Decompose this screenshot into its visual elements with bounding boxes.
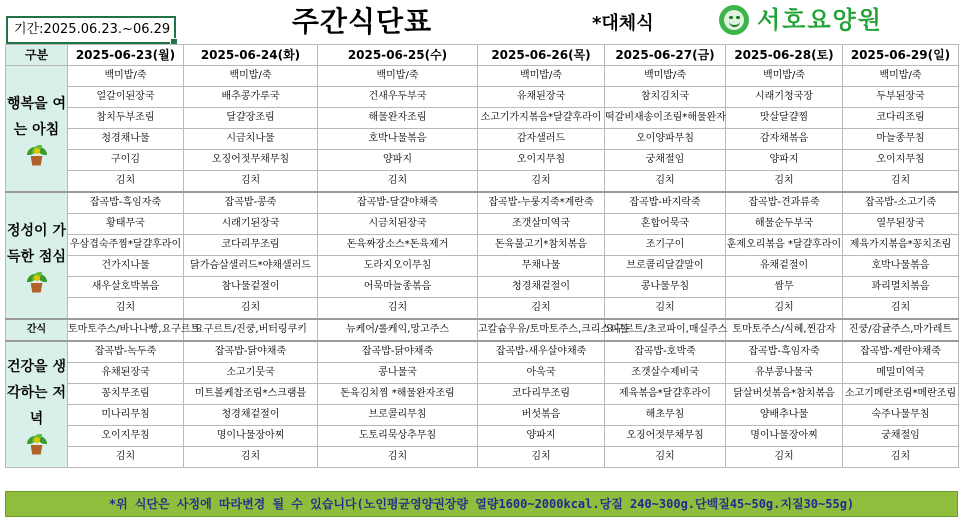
menu-cell[interactable]: 청경채겉절이	[184, 405, 318, 426]
menu-cell[interactable]: 김치	[68, 298, 184, 320]
menu-cell[interactable]: 시금치된장국	[318, 214, 478, 235]
menu-cell[interactable]: 궁채절임	[605, 150, 726, 171]
menu-cell[interactable]: 유채된장국	[478, 87, 605, 108]
menu-cell[interactable]: 메밀미역국	[843, 363, 959, 384]
menu-cell[interactable]: 백미밥/죽	[318, 66, 478, 87]
menu-cell[interactable]: 김치	[68, 171, 184, 193]
menu-cell[interactable]: 콩나물무침	[605, 277, 726, 298]
menu-cell[interactable]: 김치	[605, 447, 726, 468]
menu-cell[interactable]: 궁채절임	[843, 426, 959, 447]
menu-cell[interactable]: 코다리무조림	[478, 384, 605, 405]
menu-cell[interactable]: 김치	[68, 447, 184, 468]
top-bar	[0, 0, 961, 44]
menu-cell[interactable]: 꽁치무조림	[68, 384, 184, 405]
menu-cell[interactable]: 백미밥/죽	[68, 66, 184, 87]
menu-cell[interactable]: 양배추나물	[726, 405, 843, 426]
substitute-meal-note: *대체식	[592, 13, 654, 34]
dinner-row	[6, 384, 959, 405]
menu-cell[interactable]: 유부콩나물국	[726, 363, 843, 384]
menu-cell[interactable]: 버섯볶음	[478, 405, 605, 426]
menu-cell[interactable]: 잡곡밥-녹두죽	[68, 341, 184, 363]
menu-cell[interactable]: 돈육불고기*참치볶음	[478, 235, 605, 256]
menu-cell[interactable]: 쌈무	[726, 277, 843, 298]
menu-cell[interactable]: 코다리무조림	[184, 235, 318, 256]
menu-cell[interactable]: 달걀장조림	[184, 108, 318, 129]
menu-cell[interactable]: 양파지	[726, 150, 843, 171]
menu-cell[interactable]: 훈제오리볶음 *달걀후라이	[726, 235, 843, 256]
menu-cell[interactable]: 김치	[843, 298, 959, 320]
menu-cell[interactable]: 시래기청국장	[726, 87, 843, 108]
menu-cell[interactable]: 오징어젓무채무침	[184, 150, 318, 171]
menu-cell[interactable]: 잡곡밥-흑임자죽	[68, 192, 184, 214]
header-row	[6, 45, 959, 66]
snack-label[interactable]: 간식	[6, 319, 68, 341]
menu-cell[interactable]: 소고기뭇국	[184, 363, 318, 384]
menu-cell[interactable]: 해물순두부국	[726, 214, 843, 235]
menu-cell[interactable]: 잡곡밥-계란야채죽	[843, 341, 959, 363]
menu-cell[interactable]: 오징어젓무채무침	[605, 426, 726, 447]
snack-cell[interactable]: 토마토주스/식혜,찐감자	[726, 319, 843, 341]
breakfast-row	[6, 150, 959, 171]
menu-cell[interactable]: 조기구이	[605, 235, 726, 256]
breakfast-row	[6, 87, 959, 108]
breakfast-row	[6, 66, 959, 87]
menu-cell[interactable]: 건가지나물	[68, 256, 184, 277]
menu-cell[interactable]: 오이지무침	[843, 150, 959, 171]
menu-cell[interactable]: 콩나물국	[318, 363, 478, 384]
menu-cell[interactable]: 백미밥/죽	[184, 66, 318, 87]
menu-cell[interactable]: 맛살달걀찜	[726, 108, 843, 129]
menu-cell[interactable]: 무채나물	[478, 256, 605, 277]
menu-cell[interactable]: 잡곡밥-바지락죽	[605, 192, 726, 214]
day-header[interactable]: 2025-06-26(목)	[478, 45, 605, 66]
menu-cell[interactable]: 떡갈비새송이조림*해물완자	[605, 108, 726, 129]
dinner-row	[6, 426, 959, 447]
menu-cell[interactable]: 감자샐러드	[478, 129, 605, 150]
day-header[interactable]: 2025-06-24(화)	[184, 45, 318, 66]
menu-cell[interactable]: 숙주나물무침	[843, 405, 959, 426]
nutrition-notice: *위 식단은 사정에 따라변경 될 수 있습니다(노인평균영양권장량 열량1600~2000kcal.당질 240~300g.단백질45~50g.지질30~55g)	[5, 491, 958, 517]
menu-cell[interactable]: 조갯살수제비국	[605, 363, 726, 384]
menu-cell[interactable]: 김치	[184, 298, 318, 320]
menu-cell[interactable]: 잡곡밥-소고기죽	[843, 192, 959, 214]
menu-cell[interactable]: 소고기메란조림*메란조림	[843, 384, 959, 405]
menu-cell[interactable]: 김치	[478, 447, 605, 468]
menu-cell[interactable]: 김치	[605, 171, 726, 193]
menu-cell[interactable]: 청경채겉절이	[478, 277, 605, 298]
menu-cell[interactable]: 유채겉절이	[726, 256, 843, 277]
menu-cell[interactable]: 김치	[843, 171, 959, 193]
menu-cell[interactable]: 김치	[318, 171, 478, 193]
menu-cell[interactable]: 시금치나물	[184, 129, 318, 150]
potted-plant-icon	[25, 145, 49, 167]
menu-cell[interactable]: 우삼겹숙주찜*달걀후라이	[68, 235, 184, 256]
menu-cell[interactable]: 오이지무침	[68, 426, 184, 447]
potted-plant-icon	[25, 272, 49, 294]
menu-cell[interactable]: 김치	[605, 298, 726, 320]
menu-cell[interactable]: 돈육짜장소스*돈육제거	[318, 235, 478, 256]
category-header[interactable]: 구분	[6, 45, 68, 66]
menu-cell[interactable]: 김치	[843, 447, 959, 468]
menu-cell[interactable]: 참치두부조림	[68, 108, 184, 129]
menu-cell[interactable]: 김치	[726, 298, 843, 320]
lunch-row	[6, 214, 959, 235]
menu-cell[interactable]: 소고기가지볶음*달걀후라이	[478, 108, 605, 129]
dinner-label-text: 건강을 생각하는 저녁	[7, 358, 66, 427]
menu-cell[interactable]: 새우살호박볶음	[68, 277, 184, 298]
menu-cell[interactable]: 해물완자조림	[318, 108, 478, 129]
menu-cell[interactable]: 건새우두부국	[318, 87, 478, 108]
lunch-row	[6, 256, 959, 277]
dinner-row	[6, 363, 959, 384]
menu-cell[interactable]: 호박나물볶음	[843, 256, 959, 277]
menu-cell[interactable]: 양파지	[478, 426, 605, 447]
breakfast-label[interactable]	[6, 66, 68, 193]
menu-cell[interactable]: 황태무국	[68, 214, 184, 235]
menu-cell[interactable]: 잡곡밥-흑임자죽	[726, 341, 843, 363]
menu-cell[interactable]: 구이김	[68, 150, 184, 171]
menu-cell[interactable]: 잡곡밥-호박죽	[605, 341, 726, 363]
menu-cell[interactable]: 제육볶음*달걀후라이	[605, 384, 726, 405]
menu-cell[interactable]: 김치	[184, 171, 318, 193]
period-cell[interactable]	[6, 16, 176, 44]
menu-cell[interactable]: 제육가지볶음*꽁치조림	[843, 235, 959, 256]
menu-cell[interactable]: 닭살버섯볶음*참치볶음	[726, 384, 843, 405]
menu-cell[interactable]: 잡곡밥-닭야채죽	[318, 341, 478, 363]
period-text: 기간:2025.06.23.~06.29	[14, 22, 171, 37]
menu-cell[interactable]: 호박나물볶음	[318, 129, 478, 150]
menu-cell[interactable]: 김치	[318, 298, 478, 320]
menu-cell[interactable]: 돈육김치찜 *해물완자조림	[318, 384, 478, 405]
snack-cell[interactable]: 요구르트/진쿵,버터링쿠키	[184, 319, 318, 341]
snack-cell[interactable]: 진쿵/감귤주스,마가레트	[843, 319, 959, 341]
menu-cell[interactable]: 도라지오이무침	[318, 256, 478, 277]
menu-cell[interactable]: 코다리조림	[843, 108, 959, 129]
dinner-row	[6, 405, 959, 426]
dinner-row	[6, 447, 959, 468]
menu-cell[interactable]: 시래기된장국	[184, 214, 318, 235]
snack-cell[interactable]: 토마토주스/바나나빵,요구르트	[68, 319, 184, 341]
lunch-row	[6, 235, 959, 256]
menu-cell[interactable]: 잡곡밥-달걀야채죽	[318, 192, 478, 214]
menu-cell[interactable]: 잡곡밥-견과류죽	[726, 192, 843, 214]
snack-row	[6, 319, 959, 341]
breakfast-row	[6, 171, 959, 193]
menu-cell[interactable]: 혼합어묵국	[605, 214, 726, 235]
lunch-row	[6, 298, 959, 320]
day-header[interactable]: 2025-06-28(토)	[726, 45, 843, 66]
weekly-menu-table	[5, 44, 959, 468]
menu-cell[interactable]: 아욱국	[478, 363, 605, 384]
menu-cell[interactable]: 도토리묵상추무침	[318, 426, 478, 447]
menu-cell[interactable]: 열무된장국	[843, 214, 959, 235]
breakfast-row	[6, 129, 959, 150]
menu-cell[interactable]: 김치	[478, 171, 605, 193]
menu-cell[interactable]: 참치김치국	[605, 87, 726, 108]
snack-cell[interactable]: 요구르트/초코파이,매실주스	[605, 319, 726, 341]
menu-cell[interactable]: 백미밥/죽	[726, 66, 843, 87]
menu-cell[interactable]: 오이지무침	[478, 150, 605, 171]
menu-cell[interactable]: 청경채나물	[68, 129, 184, 150]
potted-plant-icon	[25, 434, 49, 456]
menu-cell[interactable]: 미나리무침	[68, 405, 184, 426]
day-header[interactable]: 2025-06-25(수)	[318, 45, 478, 66]
menu-cell[interactable]: 백미밥/죽	[478, 66, 605, 87]
menu-cell[interactable]: 브로콜리무침	[318, 405, 478, 426]
facility-name: 서호요양원	[757, 6, 883, 34]
menu-cell[interactable]: 명이나물장아찌	[726, 426, 843, 447]
menu-cell[interactable]: 잡곡밥-누룽지죽*계란죽	[478, 192, 605, 214]
menu-cell[interactable]: 꽈리멸치볶음	[843, 277, 959, 298]
day-header[interactable]: 2025-06-27(금)	[605, 45, 726, 66]
menu-cell[interactable]: 두부된장국	[843, 87, 959, 108]
menu-cell[interactable]: 닭가슴살샐러드*야채샐러드	[184, 256, 318, 277]
menu-cell[interactable]: 유채된장국	[68, 363, 184, 384]
dinner-label[interactable]	[6, 341, 68, 468]
menu-cell[interactable]: 얼갈이된장국	[68, 87, 184, 108]
menu-cell[interactable]: 명이나물장아찌	[184, 426, 318, 447]
menu-cell[interactable]: 해초무침	[605, 405, 726, 426]
menu-cell[interactable]: 잡곡밥-닭야채죽	[184, 341, 318, 363]
snack-cell[interactable]: 뉴케어/롤케익,망고주스	[318, 319, 478, 341]
day-header[interactable]: 2025-06-23(월)	[68, 45, 184, 66]
menu-cell[interactable]: 김치	[726, 171, 843, 193]
day-header[interactable]: 2025-06-29(일)	[843, 45, 959, 66]
menu-cell[interactable]: 김치	[184, 447, 318, 468]
page-title: 주간식단표	[291, 5, 433, 38]
menu-cell[interactable]: 김치	[478, 298, 605, 320]
lunch-label-text: 정성이 가득한 점심	[7, 222, 66, 265]
menu-cell[interactable]: 참나물겉절이	[184, 277, 318, 298]
menu-cell[interactable]: 어묵마늘종볶음	[318, 277, 478, 298]
menu-cell[interactable]: 김치	[726, 447, 843, 468]
lunch-row	[6, 192, 959, 214]
smiley-logo-icon	[719, 5, 749, 35]
breakfast-row	[6, 108, 959, 129]
menu-cell[interactable]: 백미밥/죽	[605, 66, 726, 87]
lunch-label[interactable]	[6, 192, 68, 319]
menu-cell[interactable]: 잡곡밥-새우살야채죽	[478, 341, 605, 363]
lunch-row	[6, 277, 959, 298]
menu-cell[interactable]: 김치	[318, 447, 478, 468]
menu-cell[interactable]: 배추콩가루국	[184, 87, 318, 108]
dinner-row	[6, 341, 959, 363]
facility-logo	[717, 4, 957, 36]
menu-cell[interactable]: 오이양파무침	[605, 129, 726, 150]
menu-cell[interactable]: 마늘종무침	[843, 129, 959, 150]
menu-cell[interactable]: 브로콜리달걀말이	[605, 256, 726, 277]
breakfast-label-text: 행복을 여는 아침	[7, 95, 66, 138]
menu-cell[interactable]: 감자채볶음	[726, 129, 843, 150]
menu-cell[interactable]: 백미밥/죽	[843, 66, 959, 87]
snack-cell[interactable]: 고칼슘우유/토마토주스,크리스피롤	[478, 319, 605, 341]
menu-cell[interactable]: 잡곡밥-콩죽	[184, 192, 318, 214]
menu-cell[interactable]: 양파지	[318, 150, 478, 171]
menu-cell[interactable]: 조갯살미역국	[478, 214, 605, 235]
menu-cell[interactable]: 미트볼케찹조림*스크램블	[184, 384, 318, 405]
